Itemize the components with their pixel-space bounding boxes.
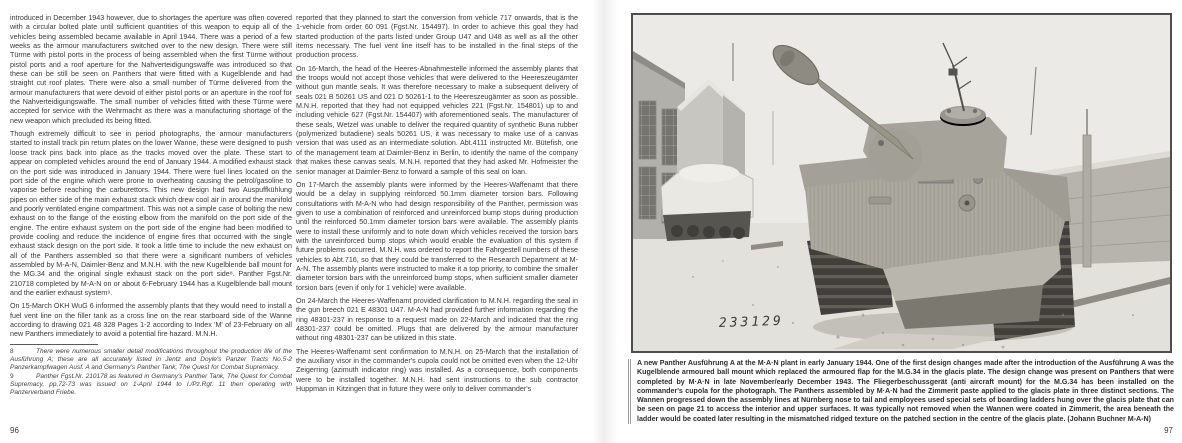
left-page-column-1 [10, 14, 292, 398]
footnote-text: Panther Fgst.Nr. 210178 as featured in Germany's Panther Tank, The Quest for Combat Supremacy, pp.72-73 was issued on 1-April 1944 to I./Pz.Rgt. 11 then operating with Panzerverband Friebe. [10, 372, 292, 397]
photo-stamp-number: 233129 [718, 313, 785, 331]
footnote-number: 8 [10, 347, 14, 355]
body-paragraph: On 15-March OKH WuG 6 informed the assembly plants that they would need to install a fuel vent line on the filler tank as a cross line on the rear starboard side of the Wanne according to drawing 021 48 328 Pages 1-2 according to Index 'M' of 23-February on all new Panthers immediately to avoid a potential fire hazard. M.N.H. [10, 302, 292, 339]
footnote-8 [10, 348, 292, 372]
panther-photo [633, 15, 1170, 351]
footnote-text: There were numerous smaller detail modifications throughout the production life of the Ausführung A; these are all accurately listed in Jentz and Doyle's Panzer Tracts No.5-2 Panzerkampfwagen Ausf. A and Germany's Panther Tank, The Quest for Combat Supremacy. [10, 347, 292, 371]
body-paragraph: The Heeres-Waffenamt sent confirmation to M.N.H. on 25-March that the installation of the auxiliary visor in the commander's cupola could not be omitted even when the 12-Uhr Zeigerring (azimuth indicator ring) was installed. As a consequence, both components were to be installed together. M.N.H. had sent instructions to the sub contractor Huppman in Kitzingen that in future they were only to deliver commander's [296, 347, 578, 394]
footnote-number: 9 [10, 372, 14, 380]
body-paragraph: On 16-March, the head of the Heeres-Abnahmestelle informed the assembly plants that the troops would not accept those vehicles that were delivered to the Heereszeugämter without gun mantle seals. It was therefore necessary to make a subsequent delivery of seals 021 B 50261 US and 021 D 50261-1 to the Heereszeugämter as soon as possible. M.N.H. reported that they had not equipped vehicles 221 (Fgst.Nr. 154801) up to and including vehicle 627 (Fgst.Nr. 154407) with aforementioned seals. The manufacturer of these seals, Wetzel was unable to deliver the required quantity of synthetic Buna rubber (polymerized butadiene) seals 50261 US, it was necessary to make use of a canvas version that was used as an intermediate solution. Abt.4111 instructed Mr. Bütefish, one of the management team at Daimler-Benz in Berlin, to identify the name of the company that makes these canvas seals. M.N.H. reported that they had asked Mr. Hofmeister the senior manager at Daimler-Benz to forward a sample of this seal on loan. [296, 64, 578, 176]
left-page-column-2 [296, 14, 578, 398]
photo-caption: A new Panther Ausführung A at the M·A·N plant in early January 1944. One of the first design changes made after the introduction of the Ausführung A was the Kugelblende armoured ball mount which replaced the armoured flap for the M.G.34 in the glacis plate. The design change was present on Panthers that were completed by M·A·N in late November/early December 1943. The Fliegerbeschussgerät (anti aircraft mount) for the M.G.34 has been installed on the commander's cupola for the photograph. The Panthers assembled by M·A·N had the Zimmerit paste applied to the glacis plate in three distinct sections. The Wannen progressed down the assembly lines at Nürnberg nose to tail and employees used special sets of boarding ladders hung over the glacis plate that can be seen on page 21 to access the interior and upper surfaces. It was typically not removed when the Wannen were coated in Zimmerit, the area beneath the ladder would be coated later resulting in the mismatched ridged texture on the patched section in the centre of the glacis plate. (Johann Buchner M-A-N) [628, 359, 1174, 424]
page-number-97: 97 [1164, 426, 1173, 435]
driver-visor [869, 197, 891, 204]
body-paragraph: introduced in December 1943 however, due to shortages the aperture was often covered with a circular bolted plate until sufficient quantities of this weapon to equip all of the vehicles being assembled became available in April 1944. There was a period of a few weeks as the armour manufacturers switched over to the new design. There were still Türme with pistol ports in the process of being assembled when the first Türme without pistol ports and a roof aperture for the Nahverteidigungswaffe was introduced so that these can be still be seen on Panthers that were fitted with a Kugelblende and had straight cut roof plates. There were also a small number of Türme delivered from the armour manufacturers that were devoid of either pistol ports or an aperture in the roof for the Nahverteidigungswaffe. The small number of vehicles fitted with these Türme were accepted for service with the Wehrmacht as there was a manufacturing shortage of the new weapon which precluded its being fitted. [10, 14, 292, 125]
body-paragraph: reported that they planned to start the conversion from vehicle 717 onwards, that is the 1-vehicle from order 60 091 (Fgst.Nr. 154497). In order to achieve this goal they had started production of the parts listed under Group U47 and U48 as well as all the other items necessary. The fuel vent line itself has to be installed in the final steps of the production process. [296, 14, 578, 60]
footnote-9 [10, 373, 292, 397]
body-paragraph: Though extremely difficult to see in period photographs, the armour manufacturers started to install track pin return plates on the lower Wanne, these were designed to push loose track pins back into place as the tracks moved over the plate. These start to appear on completed vehicles around the end of January 1944. A modified exhaust stack on the port side was introduced in January 1944. There were fuel lines located on the port side of the engine which were prone to overheating causing the petrol/gasoline to vaporise before reaching the carburettors. This new design had two Auspuffkühlung pipes on either side of the main exhaust stack which drew cool air in around the manifold and poorly ventilated engine compartment. This was not a simple case of bolting the new exhaust on to the flange of the existing elbow from the manifold on the port side of the engine. The entire exhaust system on the port side of the engine had been modified to provide cooling and reduce the incidence of engine fires that occurred with the single exhaust stack design on the port side. It took a little time to include the new exhaust on all of the Panthers assembled so that there were a significant numbers of vehicles assembled by M-A-N, Daimler-Benz and M.N.H. with the new Kugelblende ball mount for the MG.34 and the original single exhaust stack on the port side⁸. Panther Fgst.Nr. 210718 completed by M-A-N on or about 6-February 1944 has a Kugelblende ball mount and the earlier exhaust system⁹. [10, 130, 292, 297]
footnote-separator-rule [10, 344, 98, 345]
page-number-96: 96 [10, 426, 19, 435]
photo-frame [631, 13, 1172, 353]
page-gutter-shadow [592, 0, 618, 443]
body-paragraph: On 24-March the Heeres-Waffenamt provided clarification to M.N.H. regarding the seal in the gun breech 021 E 48301 U47. M-A-N had provided further information regarding the ring 48301-237 in response to a request made on 22-March and indicated that the ring 48301-237 could be omitted. Plugs that are delivered by the armour manufacturer without ring 48301-237 can be utilized in this state. [296, 296, 578, 343]
body-paragraph: On 17-March the assembly plants were informed by the Heeres-Waffenamt that there would be a delay in supplying reinforced 50.1mm diameter torsion bars. Following consultations with M-A-N who had design responsibility of the Panther, permission was given to use a combination of reinforced and unreinforced bump stops during production until the reinforced 50.1mm diameter torsion bars were available. The assembly plants were to install these uniformly and to note down which vehicles received the torsion bars with the unreinforced bump stops which would enable the evaluation of this system if future problems occurred. M.N.H. was ordered to report the Fahrgestell numbers of these vehicles to Abt.716, so that they could be transferred to the Research Department at M-A-N. The assembly plants were instructed to make it a top priority, to combine the smaller diameter torsion bars with the unreinforced bump stops, when sufficient smaller diameter torsion bars (even if only for 1 vehicle) were available. [296, 180, 578, 292]
gun-mantlet [868, 128, 922, 182]
